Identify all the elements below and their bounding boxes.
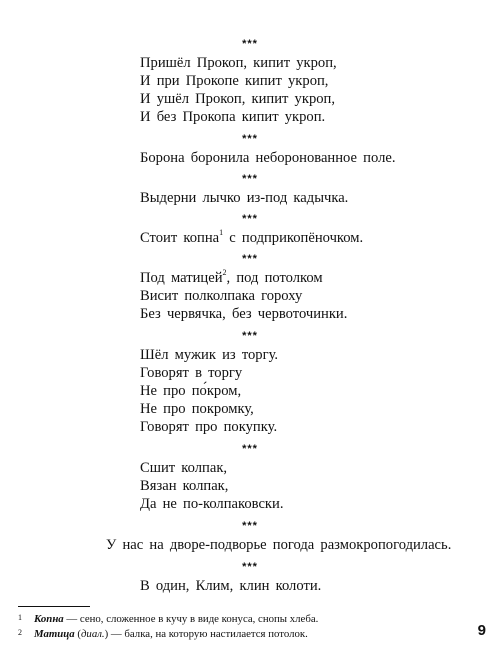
verse-text: Под матицей	[140, 270, 223, 286]
footnote-paren: )	[104, 628, 109, 640]
footnote-term: Матица	[34, 628, 75, 640]
verse-separator: ***	[242, 520, 258, 532]
verse-line: У нас на дворе-подворье погода размокропогодилась.	[106, 537, 452, 553]
verse-line: Висит полколпака гороху	[140, 288, 303, 304]
verse-separator: ***	[242, 561, 258, 573]
verse-line: Не про по́кром,	[140, 383, 242, 399]
verse-line: Пришёл Прокоп, кипит укроп,	[140, 55, 337, 71]
verse-line-with-footnote	[140, 269, 323, 287]
verse-line: Да не по-колпаковски.	[140, 496, 284, 512]
footnote-paren: (	[74, 628, 81, 640]
footnote-term: Копна	[34, 613, 64, 625]
verse-line: И без Прокопа кипит укроп.	[140, 109, 326, 125]
verse-line: Не про покромку,	[140, 401, 254, 417]
verse-line: Выдерни лычко из-под кадычка.	[140, 190, 349, 206]
verse-text: Стоит копна	[140, 230, 220, 246]
footnote-number: 1	[18, 613, 22, 622]
verse-text: с подприкопёночком.	[223, 230, 364, 246]
verse-separator: ***	[242, 213, 258, 225]
verse-separator: ***	[242, 330, 258, 342]
verse-line: Сшит колпак,	[140, 460, 228, 476]
footnote-ref: 1	[219, 228, 224, 238]
verse-separator: ***	[242, 38, 258, 50]
verse-line: И при Прокопе кипит укроп,	[140, 73, 329, 89]
footnote-number: 2	[18, 628, 22, 637]
verse-line: Шёл мужик из торгу.	[140, 347, 279, 363]
verse-line: Борона боронила неборонованное поле.	[140, 150, 396, 166]
verse-text: , под потолком	[226, 270, 323, 286]
verse-separator: ***	[242, 253, 258, 265]
verse-line: Говорят в торгу	[140, 365, 243, 381]
verse-line: И ушёл Прокоп, кипит укроп,	[140, 91, 336, 107]
footnote-2	[18, 626, 308, 641]
verse-line: В один, Клим, клин колоти.	[140, 578, 322, 594]
footnote-ref: 2	[222, 268, 227, 278]
verse-separator: ***	[242, 173, 258, 185]
footnote-text: — сено, сложенное в кучу в виде конуса, снопы хлеба.	[63, 613, 319, 625]
page-number: 9	[477, 622, 486, 639]
footnote-text: — балка, на которую настилается потолок.	[108, 628, 308, 640]
footnote-rule	[18, 606, 90, 607]
footnote-gloss: диал.	[80, 628, 105, 640]
verse-line-with-footnote	[140, 229, 363, 247]
verse-line: Без червячка, без червоточинки.	[140, 306, 348, 322]
verse-line: Говорят про покупку.	[140, 419, 278, 435]
verse-separator: ***	[242, 133, 258, 145]
verse-separator: ***	[242, 443, 258, 455]
verse-line: Вязан колпак,	[140, 478, 229, 494]
footnote-1	[18, 611, 318, 626]
